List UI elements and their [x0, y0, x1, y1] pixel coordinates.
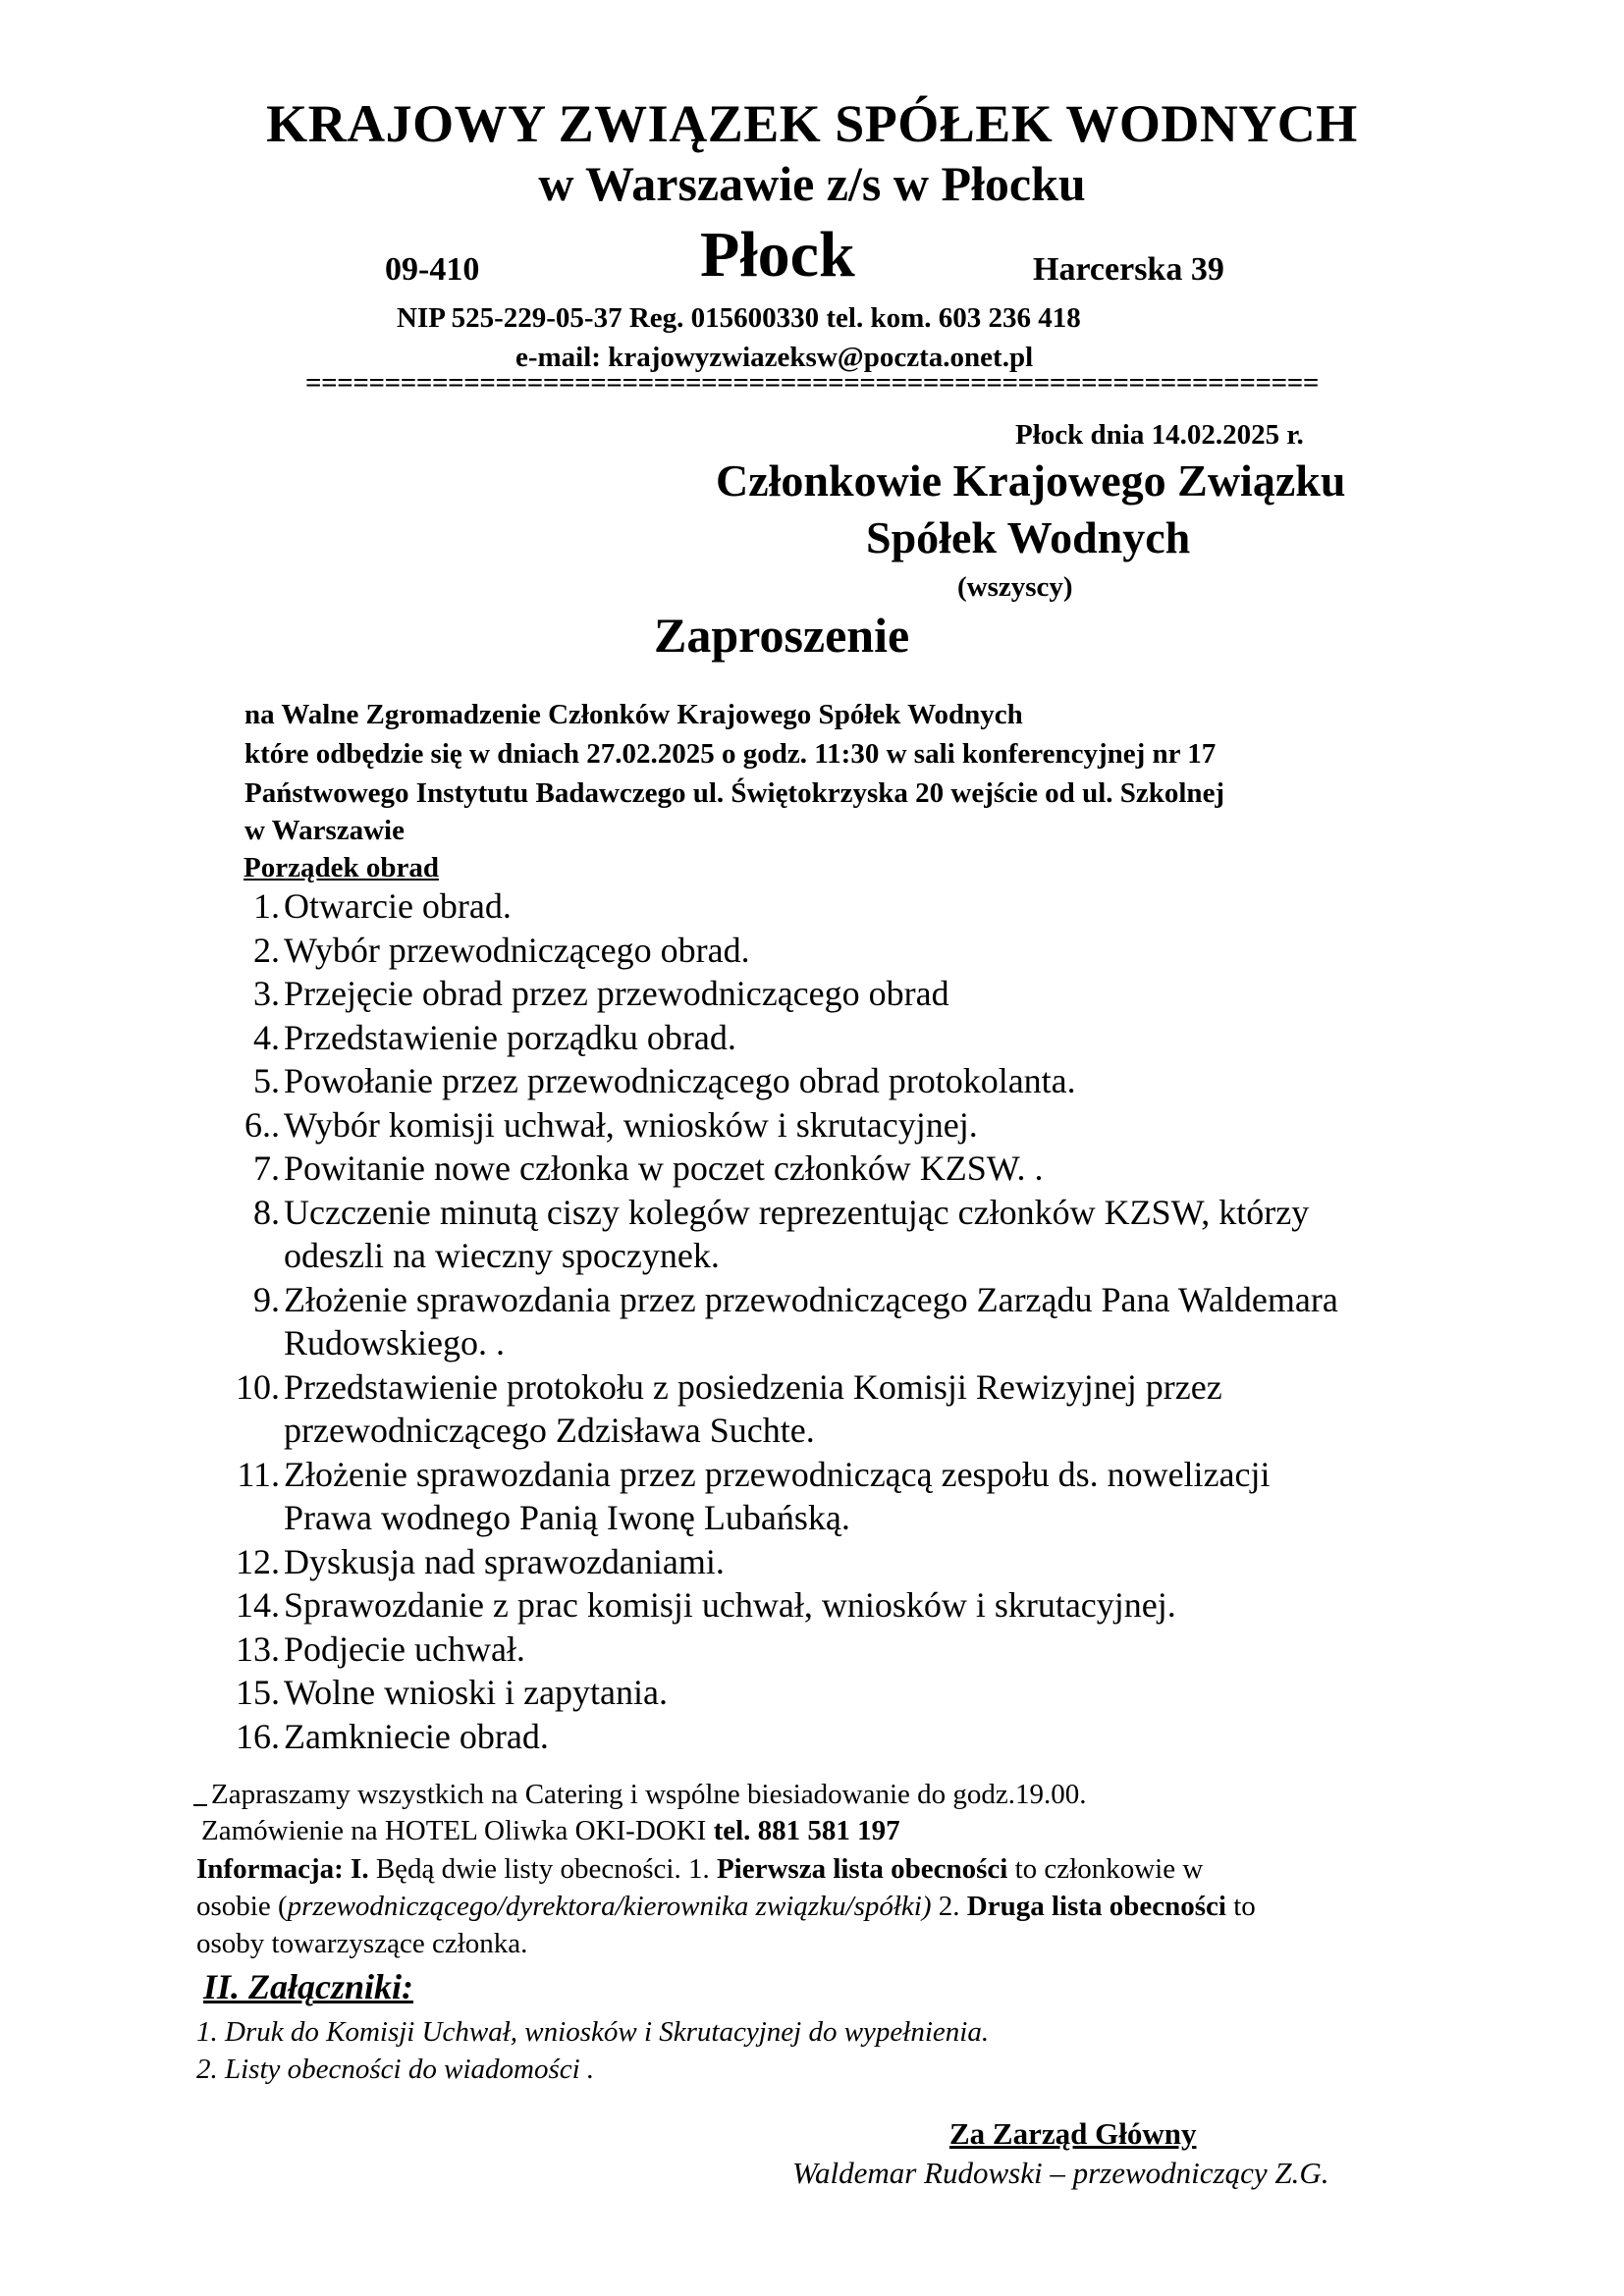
- agenda-item-text: Wybór przewodniczącego obrad.: [284, 930, 750, 970]
- agenda-item-text: Złożenie sprawozdania przez przewodniczącego Zarządu Pana Waldemara: [284, 1279, 1338, 1319]
- registry-info: NIP 525-229-05-37 Reg. 015600330 tel. kom. 603 236 418: [397, 302, 1081, 334]
- street-address: Harcerska 39: [1033, 251, 1224, 288]
- recipient-line-1: Członkowie Krajowego Związku: [716, 455, 1346, 506]
- info-text: to członkowie w: [1007, 1853, 1204, 1885]
- agenda-item-number: 3.: [253, 974, 280, 1013]
- attachment-item: 2. Listy obecności do wiadomości .: [196, 2054, 595, 2085]
- hotel-phone: tel. 881 581 197: [713, 1815, 900, 1846]
- agenda-item-number: 8.: [253, 1192, 280, 1232]
- agenda-item-text: Przedstawienie porządku obrad.: [284, 1017, 736, 1057]
- agenda-item-text: Wybór komisji uchwał, wniosków i skrutacyjnej.: [284, 1104, 978, 1145]
- agenda-item-number: 12.: [236, 1541, 280, 1581]
- agenda-item-text: Wolne wnioski i zapytania.: [284, 1673, 669, 1712]
- agenda-item-text: Powołanie przez przewodniczącego obrad protokolanta.: [284, 1061, 1076, 1100]
- invitation-line: które odbędzie się w dniach 27.02.2025 o godz. 11:30 w sali konferencyjnej nr 17: [244, 738, 1217, 770]
- agenda-item-text: Uczczenie minutą ciszy kolegów reprezentując członków KZSW, którzy: [284, 1192, 1310, 1232]
- hotel-note: [201, 1815, 900, 1847]
- agenda-item-text: przewodniczącego Zdzisława Suchte.: [284, 1411, 815, 1450]
- recipient-line-3: (wszyscy): [957, 571, 1073, 603]
- invitation-line: w Warszawie: [244, 815, 405, 846]
- first-list-label: Pierwsza lista obecności: [716, 1853, 1008, 1885]
- attachment-item: 1. Druk do Komisji Uchwał, wniosków i Skrutacyjnej do wypełnienia.: [196, 2016, 990, 2048]
- hotel-text: Zamówienie na HOTEL Oliwka OKI-DOKI: [201, 1815, 714, 1846]
- email-line: e-mail: krajowyzwiazeksw@poczta.onet.pl: [515, 342, 1034, 373]
- organization-seat: w Warszawie z/s w Płocku: [538, 156, 1086, 211]
- info-line-3: osoby towarzyszące członka.: [196, 1928, 528, 1959]
- agenda-heading: Porządek obrad: [244, 852, 439, 883]
- agenda-item-text: Rudowskiego. .: [284, 1323, 505, 1362]
- invitation-line: Państwowego Instytutu Badawczego ul. Świętokrzyska 20 wejście od ul. Szkolnej: [244, 777, 1225, 809]
- agenda-item-text: odeszli na wieczny spoczynek.: [284, 1236, 720, 1275]
- catering-note: [193, 1779, 1087, 1811]
- agenda-item-text: Złożenie sprawozdania przez przewodniczącą zespołu ds. nowelizacji: [284, 1454, 1271, 1494]
- info-text: osobie (: [196, 1891, 288, 1922]
- info-line-2: [196, 1891, 1256, 1923]
- agenda-item-text: Dyskusja nad sprawozdaniami.: [284, 1541, 725, 1581]
- agenda-item-number: 7.: [253, 1148, 280, 1188]
- agenda-item-number: 9.: [253, 1279, 280, 1319]
- agenda-item-number: 11.: [237, 1454, 280, 1494]
- city-name: Płock: [700, 219, 855, 291]
- info-text: 2.: [931, 1891, 967, 1922]
- document-date: Płock dnia 14.02.2025 r.: [1015, 419, 1304, 451]
- agenda-item-text: Prawa wodnego Panią Iwonę Lubańską.: [284, 1498, 850, 1537]
- agenda-item-number: 6..: [244, 1104, 280, 1145]
- info-label: Informacja: I.: [196, 1853, 369, 1885]
- organization-name: KRAJOWY ZWIĄZEK SPÓŁEK WODNYCH: [266, 94, 1358, 153]
- info-roles: przewodniczącego/dyrektora/kierownika związku/spółki): [287, 1891, 932, 1922]
- signature-name: Waldemar Rudowski – przewodniczący Z.G.: [792, 2156, 1329, 2190]
- agenda-item-number: 5.: [253, 1061, 280, 1100]
- document-title: Zaproszenie: [654, 608, 910, 663]
- recipient-line-2: Spółek Wodnych: [866, 512, 1191, 562]
- signature-authority: Za Zarząd Główny: [949, 2116, 1197, 2151]
- agenda-item-number: 13.: [236, 1629, 280, 1669]
- invitation-line: na Walne Zgromadzenie Członków Krajowego Spółek Wodnych: [244, 699, 1023, 730]
- agenda-item-number: 16.: [236, 1716, 280, 1756]
- agenda-item-text: Otwarcie obrad.: [284, 886, 512, 926]
- underscore-mark: [193, 1779, 207, 1806]
- agenda-item-text: Przejęcie obrad przez przewodniczącego obrad: [284, 974, 949, 1013]
- agenda-item-number: 4.: [253, 1017, 280, 1057]
- info-text: Będą dwie listy obecności. 1.: [368, 1853, 717, 1885]
- agenda-item-number: 2.: [253, 930, 280, 970]
- agenda-item-text: Podjecie uchwał.: [284, 1629, 525, 1669]
- agenda-item-number: 10.: [236, 1366, 280, 1407]
- agenda-item-number: 15.: [236, 1673, 280, 1712]
- agenda-item-text: Sprawozdanie z prac komisji uchwał, wniosków i skrutacyjnej.: [284, 1585, 1176, 1625]
- second-list-label: Druga lista obecności: [966, 1891, 1226, 1922]
- postal-code: 09-410: [385, 251, 480, 288]
- agenda-item-number: 1.: [253, 886, 280, 926]
- header-separator: ================================================================: [305, 367, 1319, 399]
- agenda-item-number: 14.: [236, 1585, 280, 1625]
- info-text: to: [1225, 1891, 1256, 1922]
- info-line-1: [196, 1853, 1203, 1886]
- attachments-heading: II. Załączniki:: [203, 1967, 414, 2006]
- agenda-item-text: Powitanie nowe członka w poczet członków KZSW. .: [284, 1148, 1044, 1188]
- catering-text: Zapraszamy wszystkich na Catering i wspólne biesiadowanie do godz.19.00.: [211, 1779, 1087, 1810]
- agenda-item-text: Przedstawienie protokołu z posiedzenia Komisji Rewizyjnej przez: [284, 1366, 1222, 1407]
- agenda-item-text: Zamkniecie obrad.: [284, 1716, 549, 1756]
